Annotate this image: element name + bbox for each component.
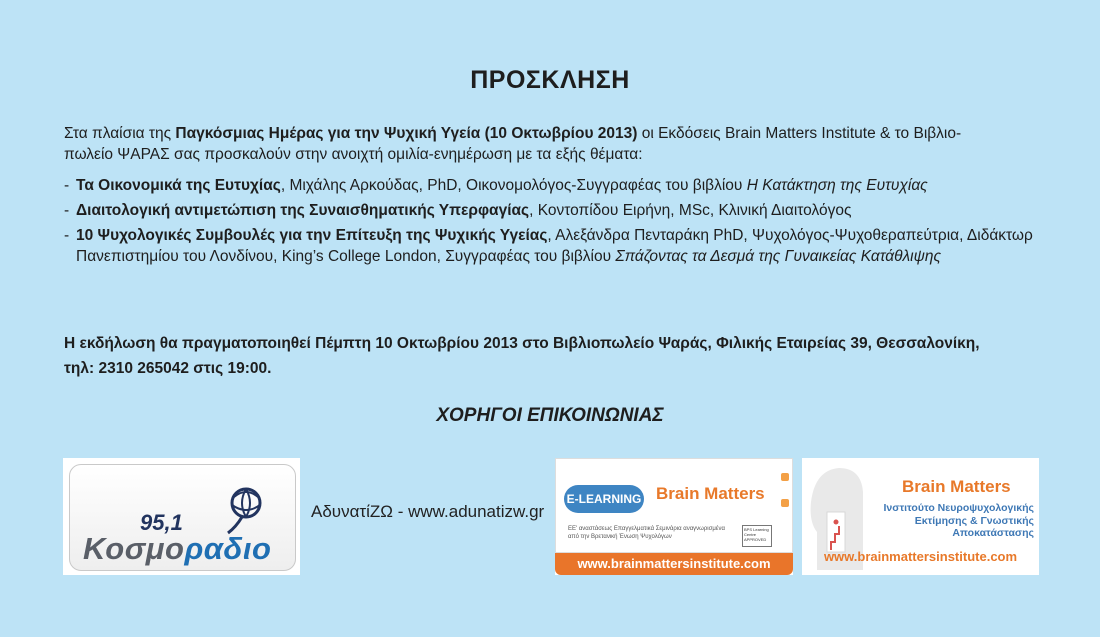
bps-accreditation-badge: BPS Learning Centre APPROVED bbox=[742, 525, 772, 547]
topic-dash: - bbox=[64, 177, 70, 194]
sponsors-title: ΧΟΡΗΓΟΙ ΕΠΙΚΟΙΝΩΝΙΑΣ bbox=[436, 405, 664, 426]
intro-event-name: Παγκόσμιας Ημέρας για την Ψυχική Υγεία (10 Οκτωβρίου 2013) bbox=[175, 125, 638, 142]
intro-paragraph bbox=[64, 123, 1054, 165]
kosmoradio-name-part2: ραδιο bbox=[184, 531, 272, 566]
topic-content bbox=[76, 175, 1054, 196]
event-line2: τηλ: 2310 265042 στις 19:00. bbox=[64, 360, 272, 377]
brainmatters-desc-line: Αποκατάστασης bbox=[952, 527, 1034, 539]
kosmoradio-name-part1: Κοσμο bbox=[83, 531, 185, 566]
brainmatters-logo[interactable] bbox=[802, 458, 1039, 575]
brainmatters-description bbox=[868, 502, 1034, 540]
intro-line2: πωλείο ΨΑΡΑΣ σας προσκαλούν στην ανοιχτή ομιλία-ενημέρωση με τα εξής θέματα: bbox=[64, 146, 643, 163]
brainmatters-brand: Brain Matters bbox=[902, 477, 1011, 496]
topic-speaker: , Κοντοπίδου Ειρήνη, MSc, Κλινική Διαιτολόγος bbox=[529, 202, 852, 219]
topic-dash: - bbox=[64, 227, 70, 244]
topic-item bbox=[64, 200, 1054, 221]
event-details bbox=[64, 331, 1054, 381]
topic-speaker: , Μιχάλης Αρκούδας, PhD, Οικονομολόγος-Συγγραφέας του βιβλίου bbox=[280, 177, 747, 194]
elearning-logo[interactable] bbox=[555, 458, 793, 575]
invitation-title: ΠΡΟΣΚΛΗΣΗ bbox=[470, 66, 630, 94]
topic-speaker: , Αλεξάνδρα Πενταράκη PhD, Ψυχολόγος-Ψυχοθεραπεύτρια, Διδάκτωρ Πανεπιστημίου του Λονδίνου, King’s College London, Συγγραφέας του βιβλίου bbox=[76, 227, 1033, 265]
brainmatters-desc-line: Ινστιτούτο Νευροψυχολογικής bbox=[883, 502, 1034, 514]
topic-dash: - bbox=[64, 202, 70, 219]
topic-content bbox=[76, 200, 1054, 221]
topic-title: Τα Οικονομικά της Ευτυχίας bbox=[76, 177, 281, 194]
intro-prefix: Στα πλαίσια της bbox=[64, 125, 176, 142]
event-line1: Η εκδήλωση θα πραγματοποιηθεί Πέμπτη 10 Οκτωβρίου 2013 στο Βιβλιοπωλείο Ψαράς, Φιλικής Εταιρείας 39, Θεσσαλονίκη, bbox=[64, 335, 980, 352]
topic-book: Σπάζοντας τα Δεσμά της Γυναικείας Κατάθλιψης bbox=[615, 248, 942, 265]
topic-item bbox=[64, 175, 1054, 196]
side-tab-icon bbox=[781, 499, 789, 507]
elearning-panel bbox=[555, 458, 793, 553]
kosmoradio-name bbox=[83, 531, 271, 567]
topic-content bbox=[76, 225, 1054, 267]
elearning-subtitle: ΕΕ' αναστάσεως Επαγγελματικά Σεμινάρια αναγνωρισμένα από την Βρετανική Ένωση Ψυχολόγων bbox=[568, 526, 725, 540]
brainmatters-desc-line: Εκτίμησης & Γνωστικής bbox=[914, 514, 1034, 527]
topics-list bbox=[64, 175, 1054, 271]
topic-title: Διαιτολογική αντιμετώπιση της Συναισθηματικής Υπερφαγίας bbox=[76, 202, 530, 219]
topic-item bbox=[64, 225, 1054, 267]
topic-title: 10 Ψυχολογικές Συμβουλές για την Επίτευξη της Ψυχικής Υγείας bbox=[76, 227, 548, 244]
kosmoradio-logo[interactable] bbox=[63, 458, 300, 575]
globe-icon bbox=[222, 483, 266, 537]
topic-book: Η Κατάκτηση της Ευτυχίας bbox=[746, 177, 928, 194]
intro-line1-rest: οι Εκδόσεις Brain Matters Institute & το Βιβλιο- bbox=[637, 125, 962, 142]
elearning-url: www.brainmattersinstitute.com bbox=[555, 553, 793, 575]
elearning-badge: E-LEARNING bbox=[564, 485, 644, 513]
kosmoradio-logo-frame bbox=[69, 464, 296, 571]
side-tab-icon bbox=[781, 473, 789, 481]
kosmoradio-frequency: 95,1 bbox=[140, 510, 183, 535]
brainmatters-url: www.brainmattersinstitute.com bbox=[823, 549, 1018, 564]
elearning-brand: Brain Matters bbox=[656, 484, 765, 503]
adunatizw-link[interactable]: ΑδυνατίΖΩ - www.adunatizw.gr bbox=[311, 502, 545, 521]
